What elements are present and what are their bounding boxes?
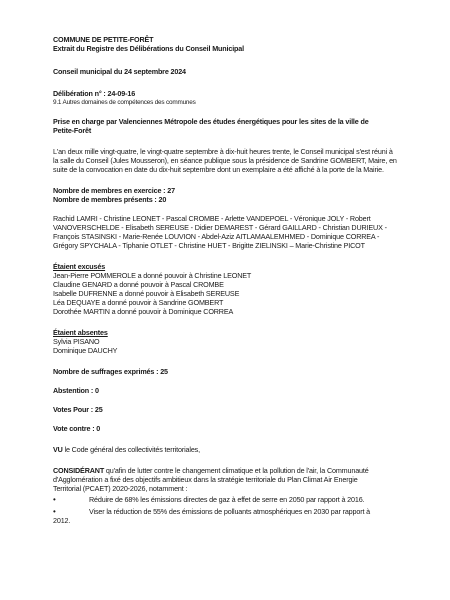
excused-item: Dorothée MARTIN a donné pouvoir à Dominique CORREA [53,307,234,316]
deliberation-category: 9.1 Autres domaines de compétences des communes [53,99,196,106]
present-members-list: François STASINSKI - Marie-Renée LOUVION - Abdel-Aziz AITLAMAALEMHMED - Dominique CORREA - [53,232,380,241]
meeting-title: Conseil municipal du 24 septembre 2024 [53,67,186,76]
votes-against: Vote contre : 0 [53,424,101,433]
excused-item: Claudine GENARD a donné pouvoir à Pascal CROMBE [53,280,224,289]
bullet-icon: • [53,507,56,516]
intro-paragraph: L'an deux mille vingt-quatre, le vingt-quatre septembre à dix-huit heures trente, le Conseil municipal s'est réuni à [53,147,393,156]
bullet-icon: • [53,495,56,504]
absent-item: Dominique DAUCHY [53,346,118,355]
absent-heading: Étaient absentes [53,328,108,337]
excused-item: Léa DEQUAYE a donné pouvoir à Sandrine GOMBERT [53,298,224,307]
votes-abstention: Abstention : 0 [53,386,99,395]
considerant-paragraph [53,466,397,475]
members-in-office: Nombre de membres en exercice : 27 [53,186,175,195]
considerant-paragraph: Territorial (PCAET) 2020-2026, notamment : [53,484,188,493]
intro-paragraph: suite de la convocation en date du dix-huit septembre dont un exemplaire a été affiché à la porte de la Mairie. [53,165,384,174]
votes-for: Votes Pour : 25 [53,405,103,414]
excused-item: Isabelle DUFRENNE a donné pouvoir à Elisabeth SEREUSE [53,289,240,298]
present-members-list: VANOVERSCHELDE - Elisabeth SEREUSE - Didier DEMAREST - Gérard GAILLARD - Christian DURIEUX - [53,223,387,232]
commune-title: COMMUNE DE PETITE-FORÊT [53,35,154,44]
considerant-paragraph: d'Agglomération a fixé des objectifs ambitieux dans la stratégie territoriale du Plan Climat Air Energie [53,475,358,484]
vu-text: le Code général des collectivités territoriales, [62,445,200,454]
objective-item: 2012. [53,516,71,525]
present-members-list: Grégory SPYCHALA - Tiphanie OTLET - Christine HUET - Brigitte ZIELINSKI – Marie-Christine PICOT [53,241,365,250]
deliberation-subject: Prise en charge par Valenciennes Métropole des études énergétiques pour les sites de la ville de [53,117,369,126]
absent-item: Sylvia PISANO [53,337,100,346]
objective-item: Viser la réduction de 55% des émissions de polluants atmosphériques en 2030 par rapport à [89,507,370,516]
excused-heading: Étaient excusés [53,262,106,271]
deliberation-number: Délibération n° : 24-09-16 [53,89,136,98]
vu-keyword: VU [53,445,63,454]
considerant-text: qu'afin de lutter contre le changement climatique et la pollution de l'air, la Communauté [104,466,369,475]
vu-paragraph [53,445,200,454]
considerant-keyword: CONSIDÉRANT [53,466,105,475]
objective-item: Réduire de 68% les émissions directes de gaz à effet de serre en 2050 par rapport à 2016. [89,495,365,504]
members-present: Nombre de membres présents : 20 [53,195,167,204]
excused-item: Jean-Pierre POMMEROLE a donné pouvoir à Christine LEONET [53,271,252,280]
deliberation-subject: Petite-Forêt [53,126,92,135]
intro-paragraph: la salle du Conseil (Jules Mousseron), en séance publique sous la présidence de Sandrine GOMBERT, Maire, en [53,156,397,165]
votes-expressed: Nombre de suffrages exprimés : 25 [53,367,168,376]
present-members-list: Rachid LAMRI - Christine LEONET - Pascal CROMBE - Arlette VANDEPOEL - Véronique JOLY - Robert [53,214,371,223]
register-extract: Extrait du Registre des Délibérations du Conseil Municipal [53,44,244,53]
